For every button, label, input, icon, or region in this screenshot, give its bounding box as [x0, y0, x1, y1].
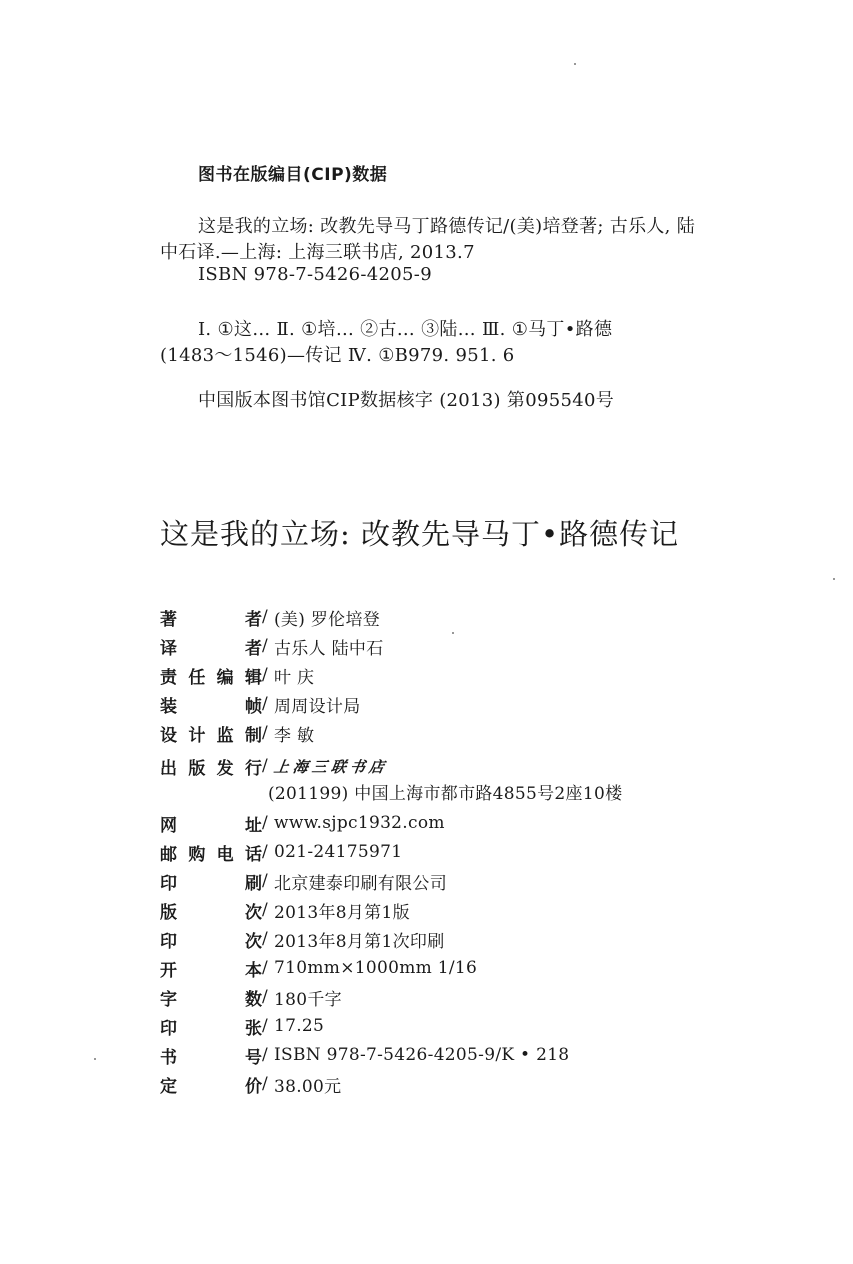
credit-row-website: [160, 809, 445, 837]
credit-value: 180千字: [274, 989, 342, 1010]
credit-separator: /: [262, 929, 268, 949]
credit-row-mail-order-phone: [160, 838, 402, 866]
credit-label: 邮 购 电 话: [160, 844, 262, 865]
credit-separator: /: [262, 607, 268, 627]
cip-line-1: 这是我的立场: 改教先导马丁路德传记/(美)培登著; 古乐人, 陆: [198, 216, 696, 237]
credit-separator: /: [262, 900, 268, 920]
credit-separator: /: [262, 842, 268, 862]
credit-separator: /: [262, 958, 268, 978]
credit-separator: /: [262, 1074, 268, 1094]
website-link: www.sjpc1932.com: [274, 813, 445, 833]
credit-value: 38.00元: [274, 1076, 342, 1097]
credit-row-printer: [160, 867, 447, 895]
credit-label: 网 址: [160, 815, 262, 836]
cip-classification-2: (1483～1546)—传记 Ⅳ. ①B979. 951. 6: [160, 345, 515, 366]
credit-row-binding-design: [160, 690, 361, 718]
credit-label: 定 价: [160, 1076, 262, 1097]
credit-value: ISBN 978-7-5426-4205-9/K • 218: [274, 1045, 570, 1065]
credit-label: 字 数: [160, 989, 262, 1010]
credit-row-word-count: [160, 983, 342, 1011]
credit-row-book-number: [160, 1041, 569, 1069]
credit-value: 2013年8月第1次印刷: [274, 931, 445, 952]
cip-isbn: ISBN 978-7-5426-4205-9: [198, 264, 432, 285]
credit-separator: /: [262, 636, 268, 656]
credit-value: 北京建泰印刷有限公司: [274, 873, 447, 894]
credit-value: 17.25: [274, 1016, 325, 1036]
credit-value: 李 敏: [274, 725, 315, 746]
credit-value: 叶 庆: [274, 667, 315, 688]
credit-label: 版 次: [160, 902, 262, 923]
scan-speck: [452, 632, 454, 634]
credit-label: 书 号: [160, 1047, 262, 1068]
credit-row-edition: [160, 896, 410, 924]
phone-number: 021-24175971: [274, 842, 403, 862]
credit-separator: /: [262, 723, 268, 743]
credit-row-author: [160, 603, 380, 631]
credit-separator: /: [262, 756, 268, 776]
credit-label: 出 版 发 行: [160, 758, 262, 779]
credit-separator: /: [262, 987, 268, 1007]
credit-row-translator: [160, 632, 384, 660]
credit-separator: /: [262, 665, 268, 685]
scan-speck: [94, 1058, 96, 1060]
credit-row-editor: [160, 661, 314, 689]
credit-row-printing: [160, 925, 445, 953]
credit-label: 著 者: [160, 609, 262, 630]
credit-row-price: [160, 1070, 341, 1098]
credit-label: 印 次: [160, 931, 262, 952]
credit-label: 责 任 编 辑: [160, 667, 262, 688]
cip-line-2: 中石译.—上海: 上海三联书店, 2013.7: [160, 242, 475, 263]
credit-separator: /: [262, 813, 268, 833]
credit-separator: /: [262, 694, 268, 714]
scan-speck: [833, 578, 835, 580]
credit-label: 印 张: [160, 1018, 262, 1039]
book-title: 这是我的立场: 改教先导马丁•路德传记: [160, 517, 680, 551]
cip-heading: 图书在版编目(CIP)数据: [198, 165, 388, 185]
credit-row-format: [160, 954, 477, 982]
credit-value: 710mm×1000mm 1/16: [274, 958, 478, 978]
credit-label: 译 者: [160, 638, 262, 659]
credit-value: 2013年8月第1版: [274, 902, 410, 923]
credit-value: 古乐人 陆中石: [274, 638, 384, 659]
credit-separator: /: [262, 1016, 268, 1036]
credit-label: 装 帧: [160, 696, 262, 717]
cip-classification-1: Ⅰ. ①这… Ⅱ. ①培… ②古… ③陆… Ⅲ. ①马丁•路德: [198, 319, 613, 340]
credit-separator: /: [262, 1045, 268, 1065]
credit-separator: /: [262, 871, 268, 891]
credit-label: 印 刷: [160, 873, 262, 894]
publisher-address: (201199) 中国上海市都市路4855号2座10楼: [268, 784, 623, 804]
credit-row-sheets: [160, 1012, 324, 1040]
publisher-logo: 上海三联书店: [272, 757, 390, 776]
cip-record-number: 中国版本图书馆CIP数据核字 (2013) 第095540号: [198, 390, 615, 411]
credit-row-design-supervisor: [160, 719, 314, 747]
credit-value: (美) 罗伦培登: [274, 609, 381, 630]
credit-label: 开 本: [160, 960, 262, 981]
credit-label: 设 计 监 制: [160, 725, 262, 746]
credit-value: 周周设计局: [274, 696, 361, 717]
credit-row-publisher: [160, 752, 388, 780]
scan-speck: [574, 63, 576, 65]
